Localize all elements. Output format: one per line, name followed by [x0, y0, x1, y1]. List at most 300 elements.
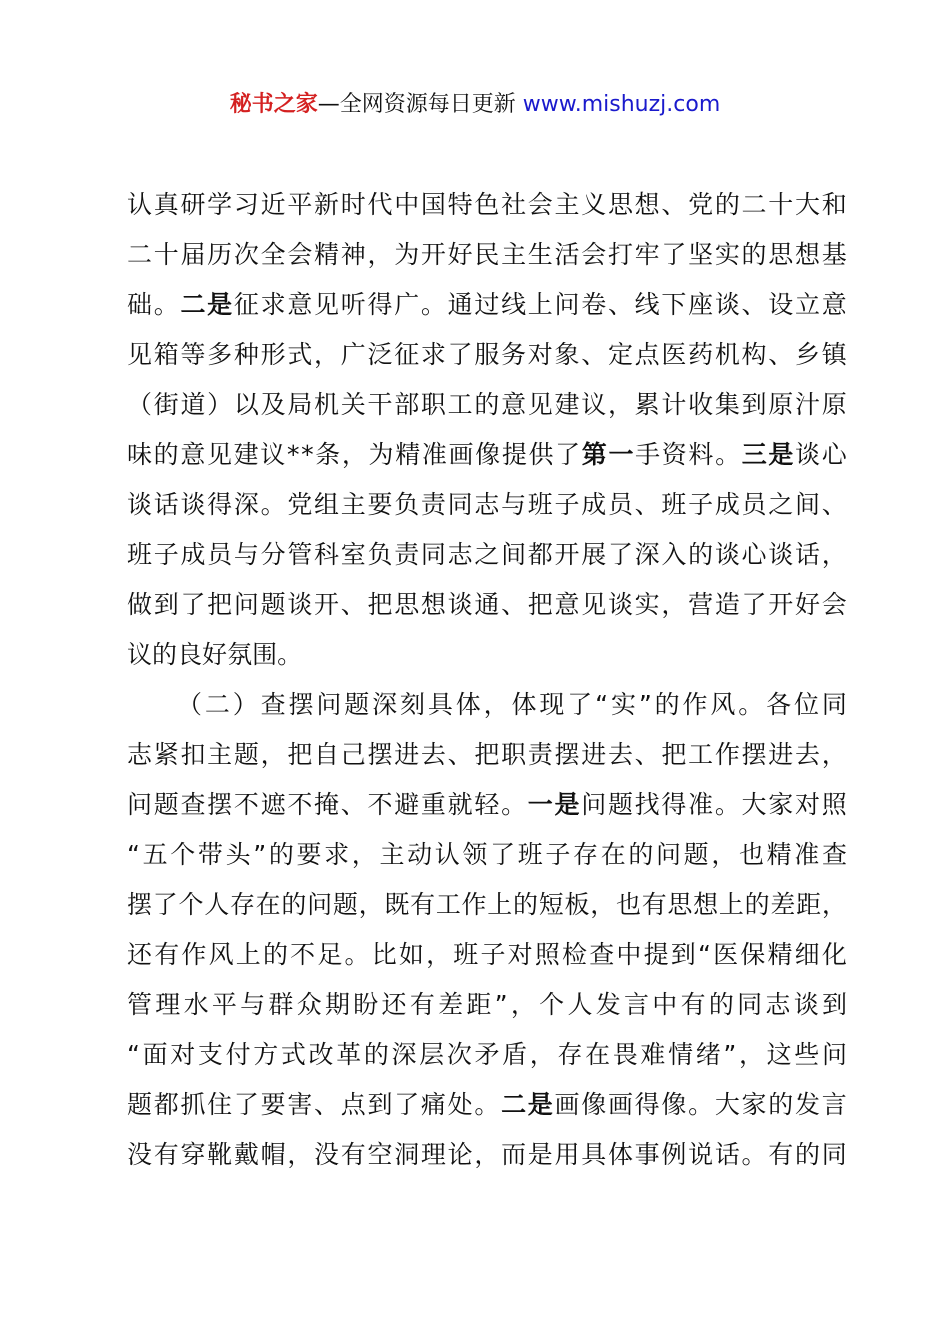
text-char: 思	[768, 240, 794, 269]
text-char: 的	[281, 890, 307, 919]
text-char: 足	[317, 940, 343, 969]
text-char: 摆	[288, 690, 314, 719]
text-char: 准	[794, 840, 820, 869]
text-char: 立	[794, 290, 820, 319]
text-char: 近	[260, 190, 286, 219]
text-char: 摆	[207, 790, 233, 819]
text-char: ，	[510, 990, 536, 1019]
text-char: 设	[768, 290, 794, 319]
text-char: 。	[501, 790, 527, 819]
text-char: 还	[381, 990, 407, 1019]
text-char: 中	[616, 940, 642, 969]
text-char: 构	[741, 340, 767, 369]
text-char: 各	[766, 690, 792, 719]
text-char: ，	[529, 1040, 555, 1069]
text-char: 及	[260, 390, 286, 419]
text-char: 义	[581, 190, 607, 219]
text-char: ，	[738, 1040, 764, 1069]
text-char: 谈	[714, 540, 740, 569]
text-char: 工	[688, 740, 714, 769]
text-char: 。	[344, 940, 370, 969]
text-char: 味	[127, 440, 153, 469]
paragraph-line	[127, 630, 847, 680]
text-char: 良	[177, 640, 203, 669]
text-char: 想	[420, 590, 446, 619]
text-char: 把	[367, 590, 393, 619]
text-char: 工	[435, 890, 461, 919]
text-char: 的	[741, 240, 767, 269]
text-char: ，	[474, 1140, 500, 1169]
text-char: 在	[585, 1040, 611, 1069]
text-char: 提	[643, 940, 669, 969]
text-char: 点	[634, 340, 660, 369]
text-char: 没	[314, 1140, 340, 1169]
text-char: （	[177, 690, 203, 719]
text-char: 成	[581, 490, 607, 519]
text-char: 重	[420, 790, 446, 819]
text-char: 主	[340, 490, 366, 519]
text-char: 深	[391, 1040, 417, 1069]
text-char: 言	[624, 990, 650, 1019]
text-char: 打	[607, 240, 633, 269]
text-char: 班	[127, 540, 153, 569]
text-char: 家	[741, 1090, 767, 1119]
text-char: 与	[501, 490, 527, 519]
text-char: 班	[453, 940, 479, 969]
text-char: 革	[336, 1040, 362, 1069]
paragraph-line	[127, 1030, 847, 1080]
text-char: 像	[475, 440, 501, 469]
text-char: 服	[474, 340, 500, 369]
text-char: ，	[260, 740, 286, 769]
text-char: 街	[153, 390, 179, 419]
brand-name: 秘书之家	[229, 92, 318, 117]
text-char: 照	[534, 940, 560, 969]
text-char: 。	[688, 1090, 714, 1119]
text-char: 见	[581, 590, 607, 619]
text-char: 届	[180, 240, 206, 269]
text-char: *	[286, 440, 300, 469]
text-char: 避	[394, 790, 420, 819]
text-char: 展	[581, 540, 607, 569]
text-char: 管	[127, 990, 153, 1019]
text-char: 谈	[180, 490, 206, 519]
text-char: 水	[183, 990, 209, 1019]
text-char: 保	[740, 940, 766, 969]
text-char: ，	[287, 1140, 313, 1169]
text-char: 话	[714, 1140, 740, 1169]
text-char: 国	[420, 190, 446, 219]
text-char: 存	[557, 1040, 583, 1069]
text-char: 还	[127, 940, 153, 969]
text-char: 把	[474, 740, 500, 769]
text-char: 开	[314, 590, 340, 619]
text-char: 生	[527, 240, 553, 269]
text-char: 通	[474, 590, 500, 619]
paragraph-line	[127, 1080, 847, 1130]
text-char: 认	[127, 190, 153, 219]
text-char: 十	[153, 240, 179, 269]
text-char: ，	[590, 890, 616, 919]
paragraph-line	[127, 680, 847, 730]
text-char: 头	[225, 840, 251, 869]
text-char: 入	[661, 540, 687, 569]
text-char: 了	[180, 590, 206, 619]
bold-text-char: 三	[741, 440, 767, 469]
text-char: 活	[554, 240, 580, 269]
text-char: 局	[287, 390, 313, 419]
text-char: 开	[768, 590, 794, 619]
text-char: ，	[607, 390, 633, 419]
text-char: 医	[661, 340, 687, 369]
text-char: ，	[821, 540, 847, 569]
text-char: 情	[668, 1040, 694, 1069]
text-char: 子	[153, 540, 179, 569]
text-char: 。	[714, 790, 740, 819]
text-char: 人	[567, 990, 593, 1019]
text-char: 不	[233, 790, 259, 819]
paragraph-line	[127, 230, 847, 280]
text-char: 组	[314, 490, 340, 519]
text-char: 准	[421, 440, 447, 469]
text-char: 改	[308, 1040, 334, 1069]
text-char: 、	[314, 1090, 340, 1119]
text-char: 的	[628, 840, 654, 869]
text-char: 位	[794, 690, 820, 719]
text-char: 民	[474, 240, 500, 269]
text-char: 论	[447, 1140, 473, 1169]
text-char: 己	[340, 740, 366, 769]
text-char: 话	[794, 540, 820, 569]
text-char: 板	[564, 890, 590, 919]
bold-text-char: 是	[527, 1090, 553, 1119]
text-char: 紧	[153, 740, 179, 769]
text-char: 习	[233, 190, 259, 219]
text-char: 会	[287, 240, 313, 269]
text-char: 了	[447, 340, 473, 369]
text-char: ，	[314, 340, 340, 369]
text-char: 过	[474, 290, 500, 319]
text-char: 也	[738, 840, 764, 869]
text-char: 像	[581, 1090, 607, 1119]
text-char: 处	[447, 1090, 473, 1119]
text-char: 平	[287, 190, 313, 219]
text-char: 风	[710, 690, 736, 719]
text-char: 班	[517, 840, 543, 869]
text-char: 题	[683, 840, 709, 869]
text-char: 题	[344, 690, 370, 719]
text-char: 具	[427, 690, 453, 719]
text-char: ，	[483, 690, 509, 719]
text-char: 在	[600, 840, 626, 869]
page-header	[0, 88, 950, 122]
text-char: 干	[367, 390, 393, 419]
text-char: 围	[252, 640, 278, 669]
text-char: 问	[581, 790, 607, 819]
text-char: 问	[316, 690, 342, 719]
text-char: 住	[207, 1090, 233, 1119]
text-char: 学	[207, 190, 233, 219]
text-char: 有	[154, 940, 180, 969]
text-char: 求	[324, 840, 350, 869]
text-char: 中	[394, 190, 420, 219]
text-char: 的	[714, 190, 740, 219]
text-char: 谈	[793, 990, 819, 1019]
paragraph-line	[127, 330, 847, 380]
paragraph-line	[127, 180, 847, 230]
text-char: 班	[527, 490, 553, 519]
text-char: 事	[634, 1140, 660, 1169]
text-char: 会	[821, 590, 847, 619]
text-char: 轻	[474, 790, 500, 819]
text-char: 畏	[612, 1040, 638, 1069]
paragraph-line	[127, 980, 847, 1030]
text-char: 座	[688, 290, 714, 319]
text-char: 箱	[153, 340, 179, 369]
text-char: 、	[821, 490, 847, 519]
text-char: 的	[744, 890, 770, 919]
text-char: 二	[127, 240, 153, 269]
text-char: 管	[287, 540, 313, 569]
text-char: ）	[207, 390, 233, 419]
text-char: 要	[260, 1090, 286, 1119]
paragraph-line	[127, 730, 847, 780]
text-char: ）	[232, 690, 258, 719]
text-char: 有	[768, 1140, 794, 1169]
text-char: 时	[340, 190, 366, 219]
text-char: 为	[394, 240, 420, 269]
text-char: 面	[142, 1040, 168, 1069]
text-char: 定	[607, 340, 633, 369]
text-char: 议	[260, 440, 286, 469]
text-char: 建	[554, 390, 580, 419]
text-char: 想	[794, 240, 820, 269]
text-char: 谈	[714, 290, 740, 319]
text-char: 员	[607, 490, 633, 519]
paragraph-line	[127, 880, 847, 930]
text-char: 上	[487, 890, 513, 919]
text-char: 的	[262, 940, 288, 969]
text-char: 众	[296, 990, 322, 1019]
text-char: 差	[438, 990, 464, 1019]
paragraph-line	[127, 530, 847, 580]
text-char: 要	[367, 490, 393, 519]
text-char: 题	[607, 790, 633, 819]
text-char: 问	[127, 790, 153, 819]
text-char: 室	[340, 540, 366, 569]
paragraph-line	[127, 1130, 847, 1180]
text-char: 谈	[287, 590, 313, 619]
text-char: 机	[714, 340, 740, 369]
text-char: 把	[207, 590, 233, 619]
text-char: 形	[260, 340, 286, 369]
text-char: 议	[581, 390, 607, 419]
bold-text-char: 第	[581, 440, 607, 469]
text-char: 题	[332, 890, 358, 919]
text-char: 掩	[314, 790, 340, 819]
text-char: 大	[741, 790, 767, 819]
text-char: 志	[474, 490, 500, 519]
text-char: 方	[253, 1040, 279, 1069]
text-char: 见	[314, 290, 340, 319]
text-char: 意	[554, 590, 580, 619]
text-char: 到	[367, 1090, 393, 1119]
text-char: 、	[501, 590, 527, 619]
text-char: 细	[794, 940, 820, 969]
text-char: 党	[287, 490, 313, 519]
text-char: 同	[737, 990, 763, 1019]
text-char: 盼	[353, 990, 379, 1019]
text-char: 真	[153, 190, 179, 219]
text-char: 思	[667, 890, 693, 919]
text-char: 难	[640, 1040, 666, 1069]
text-char: 广	[340, 340, 366, 369]
text-char: 了	[661, 240, 687, 269]
text-char: 自	[314, 740, 340, 769]
text-char: 次	[233, 240, 259, 269]
text-char: 体	[607, 1140, 633, 1169]
text-char: 查	[821, 840, 847, 869]
text-char: 发	[595, 990, 621, 1019]
paragraph-line	[127, 930, 847, 980]
text-char: 到	[741, 390, 767, 419]
text-char: 领	[462, 840, 488, 869]
text-char: 机	[314, 390, 340, 419]
text-char: 、	[634, 490, 660, 519]
text-char: 员	[741, 490, 767, 519]
text-char: ”	[638, 690, 652, 719]
text-char: 泛	[367, 340, 393, 369]
text-char: 五	[142, 840, 168, 869]
text-char: 科	[314, 540, 340, 569]
text-char: 洞	[394, 1140, 420, 1169]
text-char: ，	[661, 590, 687, 619]
text-char: 人	[204, 890, 230, 919]
text-char: 思	[607, 190, 633, 219]
text-char: 全	[260, 240, 286, 269]
text-char: 有	[153, 1140, 179, 1169]
text-char: 题	[233, 740, 259, 769]
text-char: 也	[615, 890, 641, 919]
text-char: 的	[363, 1040, 389, 1069]
text-char: 了	[607, 540, 633, 569]
text-char: 供	[528, 440, 554, 469]
text-char: 求	[420, 340, 446, 369]
text-char: 个	[178, 890, 204, 919]
text-char: 新	[314, 190, 340, 219]
text-char: 上	[718, 890, 744, 919]
bold-text-char: 一	[608, 440, 634, 469]
text-char: 职	[501, 740, 527, 769]
text-char: 层	[419, 1040, 445, 1069]
paragraph-line	[127, 480, 847, 530]
text-char: 大	[714, 1090, 740, 1119]
text-char: 。	[153, 290, 179, 319]
text-char: 式	[280, 1040, 306, 1069]
text-char: 精	[767, 940, 793, 969]
text-char: 想	[693, 890, 719, 919]
text-char: 带	[197, 840, 223, 869]
text-char: 深	[634, 540, 660, 569]
text-char: 到	[153, 590, 179, 619]
text-char: 平	[211, 990, 237, 1019]
text-char: 、	[340, 590, 366, 619]
text-char: 有	[641, 890, 667, 919]
text-char: 主	[554, 190, 580, 219]
text-char: 好	[202, 640, 228, 669]
text-char: 理	[420, 1140, 446, 1169]
text-char: 这	[766, 1040, 792, 1069]
text-char: 期	[324, 990, 350, 1019]
text-char: 谈	[795, 440, 821, 469]
text-char: 要	[296, 840, 322, 869]
text-char: 题	[127, 1090, 153, 1119]
paragraph-line	[127, 430, 847, 480]
text-char: 的	[474, 390, 500, 419]
text-char: 些	[794, 1040, 820, 1069]
paragraph-line	[127, 830, 847, 880]
bold-text-char: 是	[207, 290, 233, 319]
text-char: 关	[340, 390, 366, 419]
text-char: 了	[490, 840, 516, 869]
text-char: 资	[661, 440, 687, 469]
text-char: 同	[821, 690, 847, 719]
text-char: 检	[562, 940, 588, 969]
text-char: 。	[738, 690, 764, 719]
text-char: 距	[466, 990, 492, 1019]
header-url[interactable]: www.mishuzj.com	[522, 92, 721, 117]
text-char: 像	[661, 1090, 687, 1119]
text-char: 对	[507, 940, 533, 969]
text-char: 式	[287, 340, 313, 369]
text-char: 上	[527, 290, 553, 319]
text-char: 精	[766, 840, 792, 869]
text-char: 有	[340, 1140, 366, 1169]
text-char: 上	[235, 940, 261, 969]
text-char: “	[697, 940, 711, 969]
text-char: 志	[127, 740, 153, 769]
text-char: 有	[409, 990, 435, 1019]
text-char: ，	[358, 890, 384, 919]
text-char: 现	[539, 690, 565, 719]
text-char: 多	[207, 340, 233, 369]
text-char: 都	[527, 540, 553, 569]
text-char: 的	[688, 540, 714, 569]
text-char: 想	[634, 190, 660, 219]
text-char: 进	[394, 740, 420, 769]
text-char: 见	[127, 340, 153, 369]
text-char: 造	[714, 590, 740, 619]
text-char: 求	[260, 290, 286, 319]
text-char: 十	[768, 190, 794, 219]
text-char: 的	[708, 990, 734, 1019]
text-char: 精	[395, 440, 421, 469]
text-char: 都	[153, 1090, 179, 1119]
text-char: 征	[233, 290, 259, 319]
text-char: 空	[367, 1140, 393, 1169]
text-char: 个	[539, 990, 565, 1019]
text-char: ，	[426, 940, 452, 969]
text-char: ”	[723, 1040, 737, 1069]
paragraph-line	[127, 580, 847, 630]
text-char: 得	[634, 1090, 660, 1119]
text-char: 言	[821, 1090, 847, 1119]
text-char: 是	[527, 1140, 553, 1169]
text-char: 二	[204, 690, 230, 719]
text-char: 就	[447, 790, 473, 819]
text-char: 条	[315, 440, 341, 469]
text-char: 得	[661, 790, 687, 819]
